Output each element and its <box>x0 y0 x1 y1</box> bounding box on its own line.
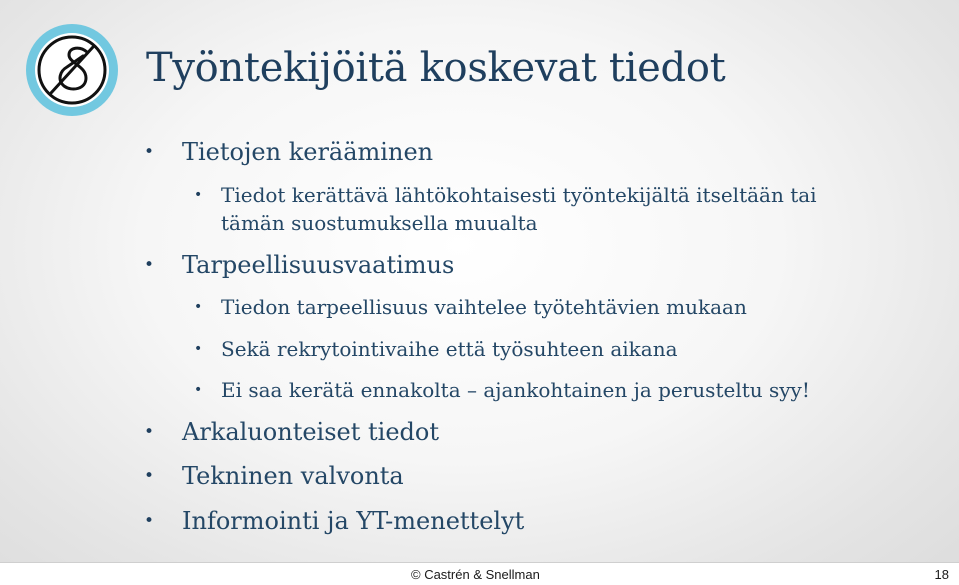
sub-bullet-item: • Sekä rekrytointivaihe että työsuhteen aikana <box>221 335 678 363</box>
bullet-item: • Arkaluonteiset tiedot <box>182 417 439 447</box>
sub-bullet-line: tämän suostumuksella muualta <box>221 211 538 235</box>
sub-bullet-item: • Ei saa kerätä ennakolta – ajankohtainen ja perusteltu syy! <box>221 376 810 404</box>
bullet-item: • Tarpeellisuusvaatimus <box>182 250 454 280</box>
bullet-item: • Tietojen kerääminen <box>182 137 433 167</box>
footer-bar <box>0 562 959 585</box>
bullet-item: • Tekninen valvonta <box>182 461 404 491</box>
sub-bullet-item <box>221 181 817 237</box>
slide-title: Työntekijöitä koskevat tiedot <box>146 45 726 91</box>
sub-bullet-item: • Tiedon tarpeellisuus vaihtelee työtehtävien mukaan <box>221 293 747 321</box>
copyright-notice: © Castrén & Snellman <box>411 567 540 582</box>
page-number: 18 <box>934 567 949 582</box>
sub-bullet-line: Tiedot kerättävä lähtökohtaisesti työntekijältä itseltään tai <box>221 183 817 207</box>
bullet-item: • Informointi ja YT-menettelyt <box>182 506 524 536</box>
